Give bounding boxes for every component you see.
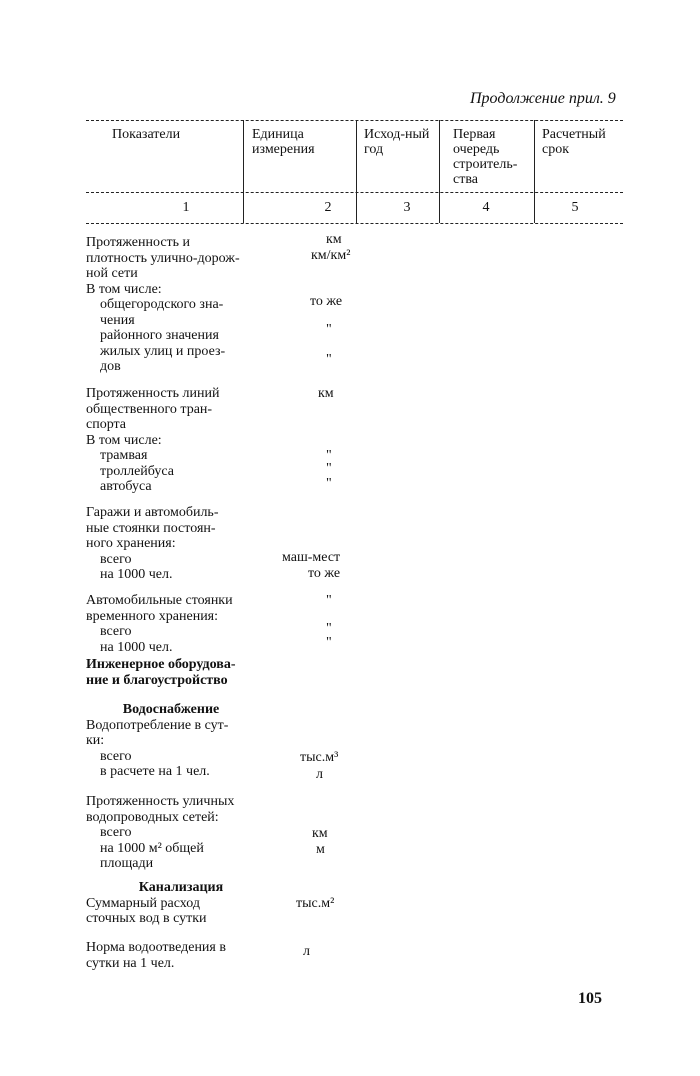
unit-value: ": [326, 322, 332, 337]
indicator-line: всего: [100, 551, 132, 567]
continuation-note: Продолжение прил. 9: [470, 90, 616, 107]
unit-value: ": [326, 621, 332, 636]
column-number: 4: [482, 200, 490, 215]
indicator-block-public-transport: [86, 386, 286, 495]
section-heading: ние и благоустройство: [86, 672, 228, 688]
indicator-line: сточных вод в сутки: [86, 911, 207, 926]
header-first-stage: Первая очередь строитель-ства: [453, 127, 518, 187]
indicator-line: Гаражи и автомобиль-: [86, 505, 219, 520]
table-top-rule: [86, 120, 623, 121]
indicator-line: ные стоянки постоян-: [86, 520, 216, 536]
unit-value: м: [316, 842, 325, 857]
indicator-line: трамвая: [100, 448, 148, 463]
unit-value: км: [318, 386, 334, 401]
indicator-line: всего: [100, 624, 132, 639]
indicator-line: общегородского зна-: [100, 297, 224, 312]
unit-value: то же: [310, 294, 343, 309]
unit-value: л: [316, 767, 323, 782]
indicator-line: общественного тран-: [86, 401, 213, 417]
unit-value: ": [326, 448, 332, 463]
indicator-block-temp-parking: [86, 593, 286, 655]
indicator-line: Протяженность линий: [86, 386, 220, 401]
column-number: 3: [403, 200, 411, 215]
indicator-line: всего: [100, 825, 132, 840]
indicator-line: дов: [100, 359, 121, 374]
page-number: 105: [578, 990, 602, 1007]
indicator-line: плотность улично-дорож-: [86, 250, 240, 266]
column-number: 2: [324, 200, 332, 215]
unit-value: км: [312, 826, 328, 841]
indicator-line: автобуса: [100, 479, 152, 494]
unit-value: ": [326, 352, 332, 367]
column-number: 5: [571, 200, 579, 215]
indicator-line: на 1000 м² общей: [100, 840, 204, 856]
indicator-block-water-supply: [86, 702, 286, 780]
column-divider: [439, 120, 440, 223]
header-target-term: Расчетный срок: [542, 127, 606, 157]
indicator-line: В том числе:: [86, 281, 162, 297]
indicator-line: на 1000 чел.: [100, 567, 173, 582]
indicator-block-street-network: [86, 235, 286, 375]
unit-value: ": [326, 476, 332, 491]
indicator-line: троллейбуса: [100, 463, 174, 479]
indicator-line: Протяженность и: [86, 235, 191, 250]
indicator-line: на 1000 чел.: [100, 639, 173, 655]
unit-value: ": [326, 593, 332, 608]
indicator-line: чения: [100, 312, 135, 328]
indicator-block-engineering: [86, 657, 286, 688]
indicator-line: Водопотребление в сут-: [86, 717, 229, 733]
section-heading: Канализация: [138, 880, 224, 895]
unit-value: км/км²: [311, 248, 351, 263]
unit-value: тыс.м²: [296, 896, 335, 911]
column-divider: [243, 120, 244, 223]
unit-value: то же: [308, 566, 341, 581]
indicator-line: сутки на 1 чел.: [86, 955, 175, 971]
section-heading: Водоснабжение: [122, 702, 220, 717]
indicator-block-sewerage: [86, 880, 286, 927]
indicator-line: ной сети: [86, 266, 138, 281]
indicator-line: Протяженность уличных: [86, 794, 235, 809]
indicator-line: всего: [100, 748, 132, 764]
indicator-line: Норма водоотведения в: [86, 940, 226, 955]
header-indicators: Показатели: [112, 127, 181, 142]
unit-value: км: [326, 232, 342, 247]
indicator-line: В том числе:: [86, 432, 162, 448]
column-divider: [534, 120, 535, 223]
indicator-line: временного хранения:: [86, 608, 219, 624]
indicator-block-garages: [86, 505, 286, 583]
header-base-year: Исход-ный год: [364, 127, 430, 157]
indicator-line: в расчете на 1 чел.: [100, 764, 210, 779]
indicator-line: площади: [100, 856, 154, 871]
unit-value: маш-мест: [282, 550, 341, 565]
indicator-line: ного хранения:: [86, 536, 176, 551]
unit-value: тыс.м³: [300, 750, 339, 765]
indicator-line: водопроводных сетей:: [86, 809, 219, 825]
section-heading: Инженерное оборудова-: [86, 657, 236, 672]
indicator-line: спорта: [86, 417, 127, 432]
column-divider: [356, 120, 357, 223]
header-bottom-rule: [86, 192, 623, 193]
column-number: 1: [182, 200, 190, 215]
unit-value: ": [326, 461, 332, 476]
indicator-line: Суммарный расход: [86, 895, 200, 911]
unit-value: ": [326, 635, 332, 650]
indicator-line: районного значения: [100, 328, 219, 343]
indicator-block-water-disposal: [86, 940, 286, 971]
indicator-line: ки:: [86, 733, 105, 748]
indicator-line: Автомобильные стоянки: [86, 593, 233, 608]
indicator-line: жилых улиц и проез-: [100, 343, 226, 359]
indicator-block-water-network: [86, 794, 286, 872]
number-row-rule: [86, 223, 623, 224]
header-unit: Единица измерения: [252, 127, 315, 157]
unit-value: л: [303, 944, 310, 959]
